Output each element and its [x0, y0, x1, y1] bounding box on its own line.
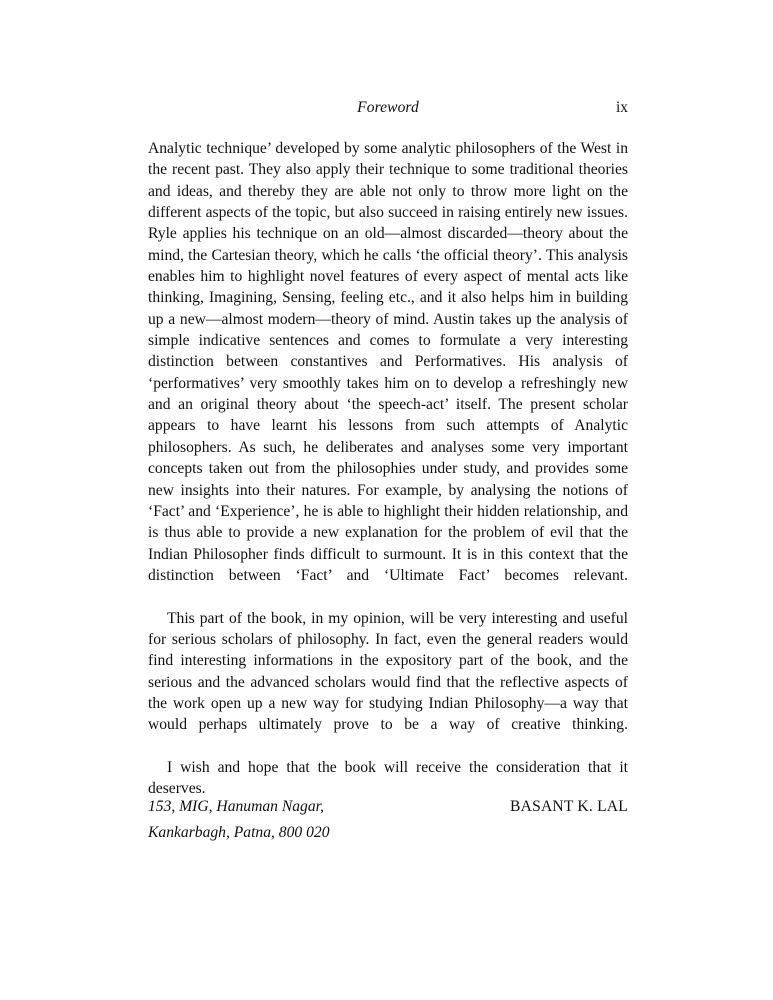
paragraph: Analytic technique’ developed by some analytic philosophers of the West in the recent past. They also apply their technique to some traditional theories and ideas, and thereby they are able not only to throw more light on the different aspects of the topic, but also succeed in raising entirely new issues. Ryle applies his technique on an old—almost discarded—theory about the mind, the Cartesian theory, which he calls ‘the official theory’. This analysis enables him to highlight novel features of every aspect of mental acts like thinking, Imagining, Sensing, feeling etc., and it also helps him in building up a new—almost modern—theory of mind. Austin takes up the analysis of simple indicative sentences and comes to formulate a very interesting distinction between constantives and Performatives. His analysis of ‘performatives’ very smoothly takes him on to develop a refreshingly new and an original theory about ‘the speech-act’ itself. The present scholar appears to have learnt his lessons from such attempts of Analytic philosophers. As such, he deliberates and analyses some very important concepts taken out from the philosophies under study, and provides some new insights into their natures. For example, by analysing the notions of ‘Fact’ and ‘Experience’, he is able to highlight their hidden relationship, and is thus able to provide a new explanation for the problem of evil that the Indian Philosopher finds difficult to surmount. It is in this context that the distinction between ‘Fact’ and ‘Ultimate Fact’ becomes relevant. [148, 140, 628, 584]
paragraph: I wish and hope that the book will receive the consideration that it deserves. [148, 758, 628, 798]
running-head [148, 96, 628, 120]
paragraph: This part of the book, in my opinion, will be very interesting and useful for serious scholars of philosophy. In fact, even the general readers would find interesting informations in the expository part of the book, and the serious and the advanced scholars would find that the reflective aspects of the work open up a new way for studying Indian Philosophy—a way that would perhaps ultimately prove to be a way of creative thinking. [148, 609, 628, 734]
address-line-1: 153, MIG, Hanuman Nagar, [148, 798, 324, 815]
address-line-2: Kankarbagh, Patna, 800 020 [148, 824, 330, 841]
signer-name: BASANT K. LAL [510, 798, 628, 815]
colophon-block [148, 796, 628, 856]
body-text-block [148, 138, 628, 821]
running-head-title: Foreword [357, 99, 419, 116]
page-number: ix [615, 99, 628, 116]
